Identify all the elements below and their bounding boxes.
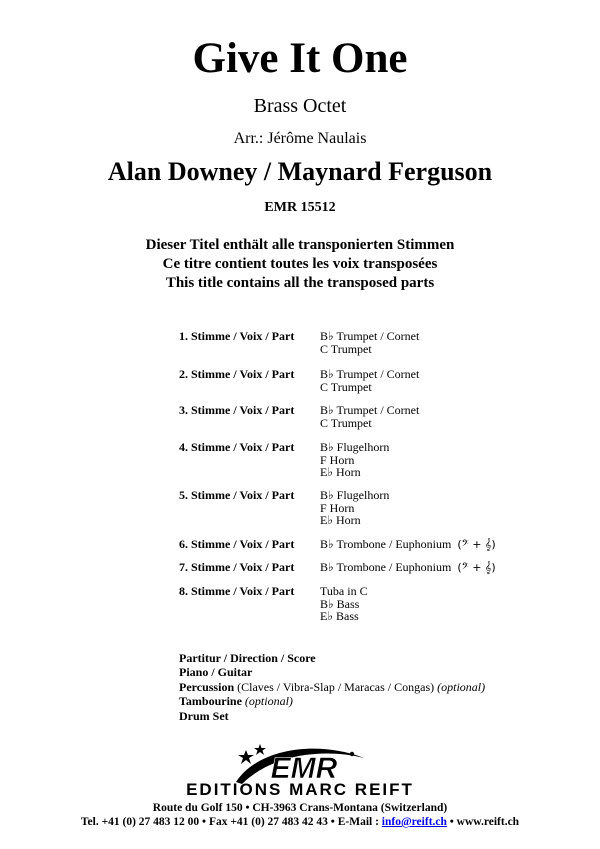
part-label: 5. Stimme / Voix / Part: [179, 488, 295, 502]
instrument: C Trumpet: [320, 379, 372, 394]
extra-item: Partitur / Direction / Score: [179, 651, 316, 665]
part-instruments: [320, 404, 419, 429]
svg-text:EMR: EMR: [270, 752, 338, 785]
publisher-name: EDITIONS MARC REIFT: [186, 780, 414, 799]
part-instruments: [320, 561, 496, 574]
instrument: B♭ Flugelhorn: [320, 440, 390, 454]
part-label: 1. Stimme / Voix / Part: [179, 329, 295, 343]
title: Give It One: [192, 35, 408, 82]
instrument: E♭ Horn: [320, 513, 361, 527]
instrument: B♭ Trombone / Euphonium: [320, 560, 452, 574]
instrument: B♭ Trumpet / Cornet: [320, 367, 420, 381]
arranger: Arr.: Jérôme Naulais: [233, 130, 367, 147]
instrument: F Horn: [320, 452, 355, 467]
part-label: 8. Stimme / Voix / Part: [179, 584, 295, 598]
clef-note: (𝄢 + 𝄞): [457, 561, 496, 574]
instrument: B♭ Trumpet / Cornet: [320, 329, 420, 343]
extra-item: Percussion (Claves / Vibra-Slap / Maracas / Congas) (optional): [179, 680, 486, 694]
part-label: 6. Stimme / Voix / Part: [179, 537, 295, 551]
instrument: B♭ Flugelhorn: [320, 488, 390, 502]
instrument: F Horn: [320, 500, 355, 515]
extra-item: Piano / Guitar: [179, 665, 253, 679]
part-label: 4. Stimme / Voix / Part: [179, 440, 295, 454]
extra-item: Drum Set: [179, 709, 229, 723]
notice-line: Dieser Titel enthält alle transponierten Stimmen: [145, 237, 455, 253]
part-label: 7. Stimme / Voix / Part: [179, 560, 295, 574]
part-instruments: [320, 330, 419, 355]
catalog-number: EMR 15512: [264, 200, 336, 215]
instrument: C Trumpet: [320, 341, 372, 356]
instrument: E♭ Bass: [320, 609, 359, 623]
extra-item: Tambourine (optional): [179, 694, 293, 708]
part-label: 3. Stimme / Voix / Part: [179, 403, 295, 417]
part-instruments: [320, 368, 419, 393]
clef-note: (𝄢 + 𝄞): [457, 538, 496, 551]
notice-line: Ce titre contient toutes les voix transposées: [162, 256, 438, 272]
part-instruments: [320, 441, 389, 479]
email-link[interactable]: info@reift.ch: [381, 816, 447, 828]
instrument: B♭ Bass: [320, 596, 360, 611]
composers: Alan Downey / Maynard Ferguson: [107, 157, 493, 186]
instrument: B♭ Trombone / Euphonium: [320, 537, 452, 551]
instrument: B♭ Trumpet / Cornet: [320, 403, 420, 417]
part-instruments: [320, 489, 389, 527]
instrument: E♭ Horn: [320, 465, 361, 479]
publisher-contact: Tel. +41 (0) 27 483 12 00 • Fax +41 (0) 27 483 42 43 • E-Mail : info@reift.ch • www.reift.ch: [80, 816, 520, 828]
subtitle: Brass Octet: [253, 95, 347, 117]
part-label: 2. Stimme / Voix / Part: [179, 367, 295, 381]
publisher-address: Route du Golf 150 • CH-3963 Crans-Montana (Switzerland): [152, 802, 448, 814]
part-instruments: [320, 585, 368, 623]
part-instruments: [320, 538, 496, 551]
instrument: Tuba in C: [320, 584, 368, 598]
instrument: C Trumpet: [320, 415, 372, 430]
notice-line: This title contains all the transposed parts: [165, 275, 435, 291]
